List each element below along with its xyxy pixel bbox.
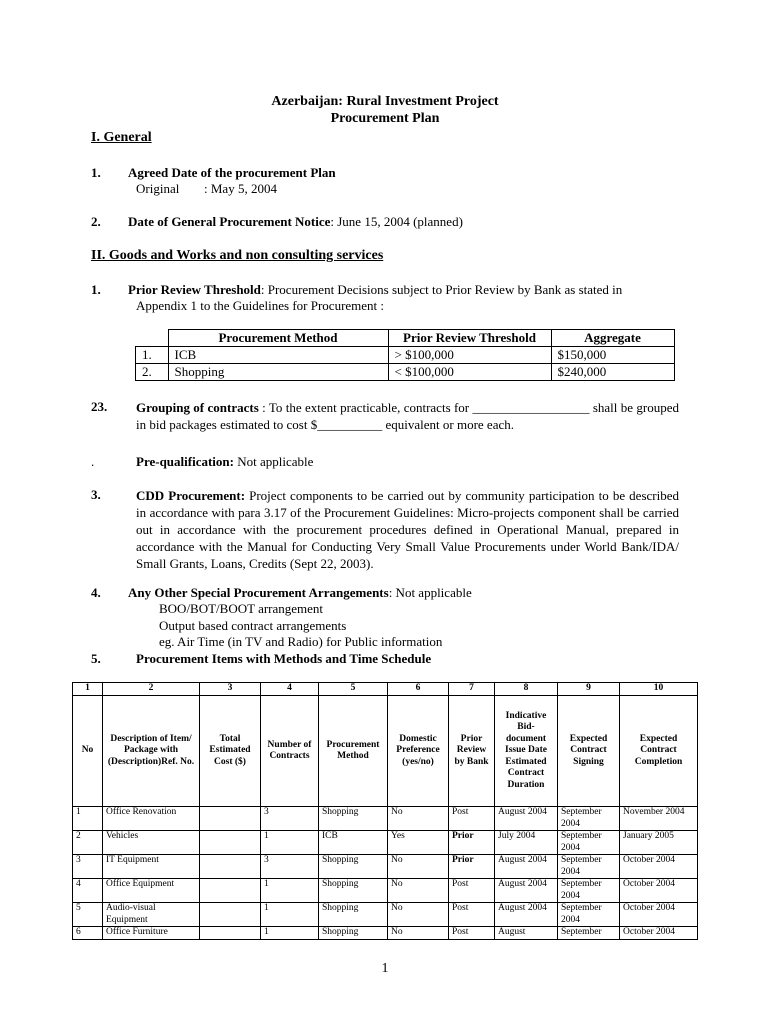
row-cost	[200, 807, 261, 831]
row-description: Office Renovation	[103, 807, 200, 831]
cdd-text: Project components to be carried out by community participation to be described in accordance with para 3.17 of the Procurement Guidelines: Micro-projects component shall be carried out in accordance with the procurement procedures defined in Operational Manual, prepared in accordance with the Manual for Conducting Very Small Value Procurements under World Bank/IDA/ Small Grants, Loans, Credits (Sept 22, 2003).	[136, 488, 679, 571]
row-contracts: 3	[261, 807, 319, 831]
row-contracts: 1	[261, 903, 319, 927]
col-number: 4	[261, 683, 319, 696]
page-number: 1	[381, 961, 389, 976]
row-review: Post	[449, 903, 495, 927]
row-completion: October 2004	[620, 903, 698, 927]
procurement-items-table	[72, 682, 698, 940]
col-number: 2	[103, 683, 200, 696]
grouping-number: 23.	[91, 399, 108, 414]
row-description: Vehicles	[103, 831, 200, 855]
row-cost	[200, 927, 261, 940]
prior-review-text-line2: Appendix 1 to the Guidelines for Procurement :	[136, 298, 385, 313]
table-row	[73, 855, 698, 879]
table-row	[73, 903, 698, 927]
header-prior-review: Prior Review by Bank	[449, 696, 495, 807]
prequal-label: Pre-qualification:	[136, 454, 234, 469]
row-no: 5	[73, 903, 103, 927]
threshold-header-method: Procurement Method	[168, 330, 388, 347]
row-method: Shopping	[319, 855, 388, 879]
prequal-value: Not applicable	[233, 454, 314, 469]
procurement-notice	[128, 214, 463, 230]
row-issue-date: August	[495, 927, 558, 940]
grouping-text: : To the extent practicable, contracts for __________________ shall be grouped in bid packages estimated to cost $__________ equivalent or more each.	[136, 400, 679, 432]
header-number-of-contracts: Number of Contracts	[261, 696, 319, 807]
row-description: Office Furniture	[103, 927, 200, 940]
cdd-number: 3.	[91, 487, 101, 502]
row-review: Post	[449, 927, 495, 940]
row-contracts: 3	[261, 855, 319, 879]
arrangement-airtime: eg. Air Time (in TV and Radio) for Public information	[159, 634, 443, 649]
header-contract-completion: Expected Contract Completion	[620, 696, 698, 807]
row-description: Audio-visual Equipment	[103, 903, 200, 927]
prior-review-label: Prior Review Threshold	[128, 282, 261, 297]
row-method: Shopping	[319, 927, 388, 940]
other-arrangements	[128, 585, 472, 601]
prequal-number: .	[91, 454, 95, 469]
col-number: 6	[388, 683, 449, 696]
row-review: Post	[449, 807, 495, 831]
col-number: 9	[558, 683, 620, 696]
row-domestic: No	[388, 855, 449, 879]
row-description: Office Equipment	[103, 879, 200, 903]
row-domestic: No	[388, 807, 449, 831]
row-cost	[200, 903, 261, 927]
threshold-row-threshold: > $100,000	[388, 347, 551, 364]
prior-review-text: : Procurement Decisions subject to Prior Review by Bank as stated in	[260, 282, 623, 297]
col-number: 5	[319, 683, 388, 696]
col-number: 8	[495, 683, 558, 696]
row-method: Shopping	[319, 903, 388, 927]
row-review: Post	[449, 879, 495, 903]
procurement-notice-label: Date of General Procurement Notice	[128, 214, 331, 229]
header-bid-document-issue: Indicative Bid-document Issue Date Estimated Contract Duration	[495, 696, 558, 807]
agreed-date-label: Agreed Date of the procurement Plan	[128, 165, 336, 180]
cdd-paragraph	[136, 487, 679, 572]
threshold-header-threshold: Prior Review Threshold	[388, 330, 551, 347]
row-review: Prior	[449, 855, 495, 879]
cdd-label: CDD Procurement:	[136, 488, 246, 503]
prequalification	[136, 454, 313, 470]
col-number: 7	[449, 683, 495, 696]
row-completion: October 2004	[620, 927, 698, 940]
grouping-label: Grouping of contracts	[136, 400, 259, 415]
section-general-heading: I. General	[91, 130, 152, 145]
doc-title: Azerbaijan: Rural Investment Project	[271, 94, 499, 109]
row-signing: September 2004	[558, 903, 620, 927]
threshold-row	[136, 364, 675, 381]
procurement-items-label: Procurement Items with Methods and Time Schedule	[136, 651, 432, 666]
row-review: Prior	[449, 831, 495, 855]
arrangement-output: Output based contract arrangements	[159, 618, 347, 633]
item2-number: 2.	[91, 214, 101, 229]
row-signing: September 2004	[558, 831, 620, 855]
s2-item1-number: 1.	[91, 282, 101, 297]
table-row	[73, 831, 698, 855]
header-description: Description of Item/ Package with (Description)Ref. No.	[103, 696, 200, 807]
original-date: : May 5, 2004	[204, 181, 277, 196]
table-row	[73, 927, 698, 940]
row-domestic: Yes	[388, 831, 449, 855]
row-description: IT Equipment	[103, 855, 200, 879]
row-domestic: No	[388, 903, 449, 927]
row-completion: October 2004	[620, 855, 698, 879]
header-domestic-preference: Domestic Preference (yes/no)	[388, 696, 449, 807]
row-method: Shopping	[319, 807, 388, 831]
procurement-items-number: 5.	[91, 651, 101, 666]
item1-number: 1.	[91, 165, 101, 180]
other-arrangements-label: Any Other Special Procurement Arrangements	[128, 585, 389, 600]
row-issue-date: August 2004	[495, 855, 558, 879]
row-completion: November 2004	[620, 807, 698, 831]
col-number: 1	[73, 683, 103, 696]
row-no: 2	[73, 831, 103, 855]
header-procurement-method: Procurement Method	[319, 696, 388, 807]
table-row	[73, 807, 698, 831]
other-arrangements-number: 4.	[91, 585, 101, 600]
row-cost	[200, 879, 261, 903]
threshold-row	[136, 347, 675, 364]
threshold-row-aggregate: $150,000	[551, 347, 674, 364]
table-row	[73, 879, 698, 903]
row-no: 4	[73, 879, 103, 903]
grouping-paragraph	[136, 399, 679, 433]
threshold-table	[135, 329, 675, 381]
threshold-row-number: 1.	[136, 347, 169, 364]
row-issue-date: August 2004	[495, 903, 558, 927]
threshold-row-number: 2.	[136, 364, 169, 381]
col-number: 10	[620, 683, 698, 696]
arrangement-boo: BOO/BOT/BOOT arrangement	[159, 601, 324, 616]
row-method: Shopping	[319, 879, 388, 903]
threshold-header-blank	[136, 330, 169, 347]
other-arrangements-value: : Not applicable	[388, 585, 472, 600]
row-cost	[200, 831, 261, 855]
row-signing: September 2004	[558, 807, 620, 831]
row-no: 6	[73, 927, 103, 940]
threshold-row-threshold: < $100,000	[388, 364, 551, 381]
doc-subtitle: Procurement Plan	[330, 111, 440, 126]
row-issue-date: July 2004	[495, 831, 558, 855]
prior-review-threshold	[128, 282, 622, 298]
row-signing: September	[558, 927, 620, 940]
row-domestic: No	[388, 879, 449, 903]
row-no: 3	[73, 855, 103, 879]
row-signing: September 2004	[558, 855, 620, 879]
row-no: 1	[73, 807, 103, 831]
threshold-row-method: Shopping	[168, 364, 388, 381]
header-contract-signing: Expected Contract Signing	[558, 696, 620, 807]
procurement-notice-date: : June 15, 2004 (planned)	[330, 214, 463, 229]
threshold-row-aggregate: $240,000	[551, 364, 674, 381]
row-signing: September 2004	[558, 879, 620, 903]
row-method: ICB	[319, 831, 388, 855]
header-no: No	[73, 696, 103, 807]
threshold-header-aggregate: Aggregate	[551, 330, 674, 347]
row-issue-date: August 2004	[495, 807, 558, 831]
threshold-row-method: ICB	[168, 347, 388, 364]
header-estimated-cost: Total Estimated Cost ($)	[200, 696, 261, 807]
row-completion: January 2005	[620, 831, 698, 855]
row-domestic: No	[388, 927, 449, 940]
row-contracts: 1	[261, 927, 319, 940]
row-contracts: 1	[261, 831, 319, 855]
col-number: 3	[200, 683, 261, 696]
original-label: Original	[136, 181, 180, 196]
row-cost	[200, 855, 261, 879]
row-completion: October 2004	[620, 879, 698, 903]
row-issue-date: August 2004	[495, 879, 558, 903]
row-contracts: 1	[261, 879, 319, 903]
section-goods-heading: II. Goods and Works and non consulting services	[91, 248, 384, 263]
